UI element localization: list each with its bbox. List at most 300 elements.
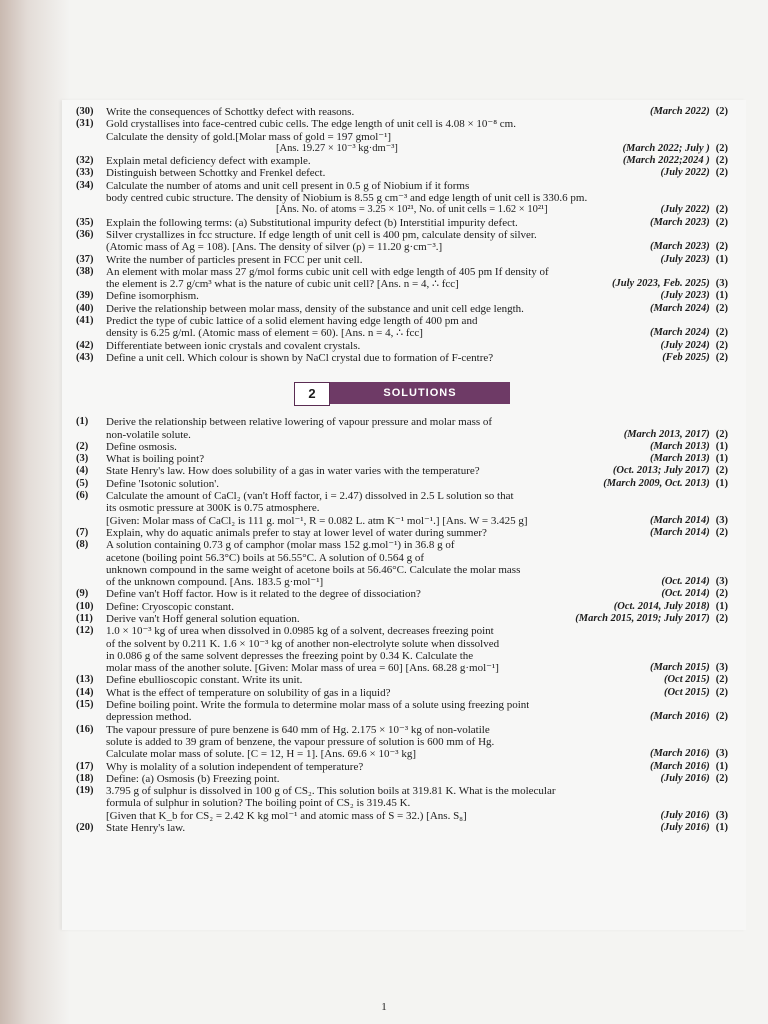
exam-reference: [642, 453, 728, 465]
question-body: [106, 352, 728, 364]
exam-reference: [595, 478, 728, 490]
question-item: [76, 601, 728, 613]
exam-reference: [642, 662, 728, 674]
question-text: Calculate the density of gold.[Molar mass of gold = 197 gmol⁻¹]: [106, 130, 392, 143]
question-text: Silver crystallizes in fcc structure. If edge length of unit cell is 400 pm, calculate density of silver.: [106, 228, 537, 241]
question-item: [76, 588, 728, 600]
question-item: [76, 340, 728, 352]
exam-session: (July 2023): [660, 290, 710, 302]
exam-reference: [615, 155, 728, 167]
question-text: Define 'Isotonic solution'.: [106, 477, 220, 490]
question-text: The vapour pressure of pure benzene is 640 mm of Hg. 2.175 × 10⁻³ kg of non-volatile: [106, 723, 490, 736]
exam-reference: [642, 761, 728, 773]
question-line: [106, 303, 728, 315]
question-line: [106, 266, 728, 278]
question-text: body centred cubic structure. The density of Niobium is 8.55 g cm⁻³ and edge length of unit cell is 330.6 pm.: [106, 192, 588, 205]
exam-reference: [642, 515, 728, 527]
question-text: [Ans. 19.27 × 10⁻³ kg·dm⁻³]: [276, 142, 398, 154]
question-item: [76, 217, 728, 229]
question-line: [106, 797, 728, 809]
question-item: [76, 167, 728, 179]
question-item: [76, 625, 728, 674]
question-list: [76, 106, 728, 834]
question-number: (7): [76, 526, 89, 538]
question-body: [106, 724, 728, 761]
question-line: [106, 167, 728, 179]
question-text: its osmotic pressure at 300K is 0.75 atmosphere.: [106, 502, 320, 515]
question-number: (15): [76, 699, 94, 711]
marks: (1): [715, 760, 728, 772]
exam-reference: [652, 290, 728, 302]
exam-session: (March 2014): [649, 514, 710, 526]
question-item: [76, 465, 728, 477]
question-number: (34): [76, 179, 94, 191]
question-line: [106, 539, 728, 551]
exam-session: (July 2022): [660, 167, 710, 179]
exam-session: (March 2022): [649, 106, 710, 117]
question-item: [76, 315, 728, 340]
question-number: (33): [76, 167, 94, 179]
exam-session: (March 2023): [649, 241, 710, 253]
question-line: [106, 588, 728, 600]
question-text: Predict the type of cubic lattice of a solid element having edge length of 400 pm and: [106, 315, 478, 328]
question-line: [106, 465, 728, 477]
question-number: (9): [76, 588, 89, 600]
marks: (2): [715, 772, 728, 784]
question-body: [106, 539, 728, 588]
chapter-number: 2: [294, 382, 330, 406]
question-line: [106, 478, 728, 490]
question-body: [106, 453, 728, 465]
marks: (2): [715, 686, 728, 698]
question-item: [76, 106, 728, 118]
question-line: [106, 699, 728, 711]
question-line: [106, 687, 728, 699]
question-number: (2): [76, 440, 89, 452]
question-line: [106, 327, 728, 339]
question-line: [106, 785, 728, 797]
question-text: molar mass of the another solute. [Given: Molar mass of urea = 60] [Ans. 68.28 g·mol⁻¹]: [106, 662, 499, 675]
question-item: [76, 290, 728, 302]
exam-session: (July 2023): [660, 253, 710, 265]
question-item: [76, 687, 728, 699]
question-body: [106, 613, 728, 625]
question-number: (43): [76, 351, 94, 363]
question-text: Write the consequences of Schottky defect with reasons.: [106, 106, 355, 118]
marks: (1): [715, 253, 728, 265]
chapter-title: SOLUTIONS: [330, 382, 510, 404]
question-line: [106, 192, 728, 204]
question-line: [106, 601, 728, 613]
question-line: [106, 131, 728, 143]
question-number: (36): [76, 228, 94, 240]
marks: (2): [715, 302, 728, 314]
question-text: State Henry's law.: [106, 822, 186, 835]
question-text: A solution containing 0.73 g of camphor (molar mass 152 g.mol⁻¹) in 36.8 g of: [106, 539, 455, 552]
question-number: (35): [76, 216, 94, 228]
question-line: [106, 278, 728, 290]
question-line: [106, 773, 728, 785]
question-text: formula of sulphur in solution? The boiling point of CS₂ is 319.45 K.: [106, 797, 411, 810]
chapter-banner: [76, 382, 728, 406]
question-body: [106, 155, 728, 167]
question-body: [106, 167, 728, 179]
marks: (1): [715, 440, 728, 452]
question-text: Derive the relationship between molar mass, density of the substance and unit cell edge length.: [106, 302, 524, 315]
question-text: State Henry's law. How does solubility of a gas in water varies with the temperature?: [106, 465, 480, 478]
question-number: (6): [76, 490, 89, 502]
exam-reference: [616, 429, 728, 441]
question-line: [106, 625, 728, 637]
question-line: [106, 613, 728, 625]
question-item: [76, 761, 728, 773]
marks: (3): [715, 662, 728, 674]
marks: (1): [715, 453, 728, 465]
question-number: (41): [76, 315, 94, 327]
question-text: density is 6.25 g/ml. (Atomic mass of element = 60). [Ans. n = 4, ∴ fcc]: [106, 327, 423, 340]
marks: (2): [715, 465, 728, 477]
question-line: [106, 155, 728, 167]
question-text: Define: Cryoscopic constant.: [106, 600, 234, 613]
exam-reference: [642, 327, 728, 339]
question-item: [76, 416, 728, 441]
question-line: [106, 515, 728, 527]
question-number: (30): [76, 106, 94, 117]
exam-reference: [652, 254, 728, 266]
question-line: [106, 822, 728, 834]
exam-session: (March 2013): [649, 453, 710, 465]
question-item: [76, 490, 728, 527]
exam-session: (July 2023, Feb. 2025): [612, 278, 710, 290]
question-text: of the solvent by 0.211 K. 1.6 × 10⁻³ kg of another non-electrolyte solute when dissolved: [106, 637, 500, 650]
exam-session: (July 2022): [660, 204, 710, 216]
question-item: [76, 773, 728, 785]
marks: (1): [715, 600, 728, 612]
question-line: [106, 290, 728, 302]
page-number: 1: [381, 1001, 387, 1013]
question-text: Why is molality of a solution independent of temperature?: [106, 760, 364, 773]
question-line: [106, 711, 728, 723]
marks: (2): [715, 588, 728, 600]
question-number: (40): [76, 302, 94, 314]
question-text: 3.795 g of sulphur is dissolved in 100 g of CS₂. This solution boils at 319.81 K. What is the molecular: [106, 785, 556, 798]
exam-reference: [606, 601, 728, 613]
question-body: [106, 761, 728, 773]
marks: (2): [715, 526, 728, 538]
question-line: [106, 429, 728, 441]
marks: (1): [715, 822, 728, 834]
question-body: [106, 785, 728, 822]
question-text: [Ans. No. of atoms = 3.25 × 10²¹, No. of unit cells = 1.62 × 10²¹]: [276, 204, 548, 216]
exam-reference: [642, 303, 728, 315]
question-text: 1.0 × 10⁻³ kg of urea when dissolved in 0.0985 kg of a solvent, decreases freezing point: [106, 625, 494, 638]
question-line: [106, 241, 728, 253]
question-body: [106, 254, 728, 266]
question-line: [106, 204, 728, 216]
exam-reference: [654, 352, 728, 364]
question-number: (19): [76, 785, 94, 797]
exam-reference: [656, 687, 728, 699]
marks: (2): [715, 711, 728, 723]
question-body: [106, 588, 728, 600]
question-number: (17): [76, 760, 94, 772]
exam-reference: [605, 465, 728, 477]
marks: (3): [715, 576, 728, 588]
question-item: [76, 724, 728, 761]
exam-reference: [567, 613, 728, 625]
question-text: Define ebullioscopic constant. Write its unit.: [106, 674, 303, 687]
exam-session: (March 2024): [649, 327, 710, 339]
marks: (3): [715, 278, 728, 290]
question-text: Define: (a) Osmosis (b) Freezing point.: [106, 772, 280, 785]
question-line: [106, 229, 728, 241]
exam-session: (March 2024): [649, 302, 710, 314]
question-text: Define boiling point. Write the formula to determine molar mass of a solute using freezing point: [106, 699, 530, 712]
question-number: (14): [76, 686, 94, 698]
marks: (2): [715, 339, 728, 351]
marks: (2): [715, 167, 728, 179]
exam-session: (March 2013): [649, 440, 710, 452]
question-item: [76, 254, 728, 266]
question-number: (18): [76, 772, 94, 784]
question-text: Explain, why do aquatic animals prefer to stay at lower level of water during summer?: [106, 526, 487, 539]
exam-session: (March 2022;2024 ): [622, 155, 710, 167]
question-body: [106, 601, 728, 613]
question-text: (Atomic mass of Ag = 108). [Ans. The density of silver (ρ) = 11.20 g·cm⁻³.]: [106, 241, 443, 254]
exam-session: (Feb 2025): [662, 351, 710, 363]
question-text: Differentiate between ionic crystals and covalent crystals.: [106, 339, 361, 352]
exam-reference: [642, 241, 728, 253]
question-item: [76, 613, 728, 625]
marks: (2): [715, 612, 728, 624]
marks: (3): [715, 514, 728, 526]
question-item: [76, 699, 728, 724]
question-line: [106, 502, 728, 514]
question-line: [106, 490, 728, 502]
question-line: [106, 143, 728, 155]
question-text: Write the number of particles present in FCC per unit cell.: [106, 253, 363, 266]
question-item: [76, 155, 728, 167]
marks: (2): [715, 204, 728, 216]
exam-session: (July 2024): [660, 339, 710, 351]
exam-session: (Oct. 2013; July 2017): [612, 465, 710, 477]
exam-session: (Oct. 2014): [661, 588, 710, 600]
exam-session: (March 2015, 2019; July 2017): [575, 612, 710, 624]
question-line: [106, 352, 728, 364]
question-line: [106, 340, 728, 352]
marks: (2): [715, 216, 728, 228]
question-text: the element is 2.7 g/cm³ what is the nature of cubic unit cell? [Ans. n = 4, ∴ fcc]: [106, 278, 459, 291]
question-line: [106, 453, 728, 465]
exam-reference: [652, 822, 728, 834]
question-line: [106, 674, 728, 686]
question-line: [106, 118, 728, 130]
exam-session: (Oct. 2014): [661, 576, 710, 588]
exam-reference: [642, 106, 728, 118]
question-item: [76, 785, 728, 822]
question-item: [76, 527, 728, 539]
question-number: (11): [76, 612, 93, 624]
exam-reference: [642, 441, 728, 453]
question-body: [106, 118, 728, 155]
question-number: (37): [76, 253, 94, 265]
question-item: [76, 441, 728, 453]
question-body: [106, 687, 728, 699]
exam-reference: [642, 217, 728, 229]
question-text: [Given that K_b for CS₂ = 2.42 K kg mol⁻¹ and atomic mass of S = 32.) [Ans. S₈]: [106, 809, 467, 822]
exam-reference: [652, 340, 728, 352]
exam-session: (Oct 2015): [663, 686, 710, 698]
question-item: [76, 674, 728, 686]
section-solid-state: [76, 106, 728, 364]
question-body: [106, 303, 728, 315]
question-number: (42): [76, 339, 94, 351]
question-text: What is the effect of temperature on solubility of gas in a liquid?: [106, 686, 391, 699]
marks: (2): [715, 327, 728, 339]
question-body: [106, 822, 728, 834]
question-item: [76, 266, 728, 291]
question-body: [106, 229, 728, 254]
page-edge-shadow: [0, 0, 70, 1024]
question-item: [76, 352, 728, 364]
question-item: [76, 229, 728, 254]
question-number: (5): [76, 477, 89, 489]
question-body: [106, 290, 728, 302]
exam-session: (July 2016): [660, 822, 710, 834]
question-item: [76, 303, 728, 315]
marks: (2): [715, 674, 728, 686]
question-body: [106, 180, 728, 217]
question-line: [106, 736, 728, 748]
question-text: non-volatile solute.: [106, 428, 191, 441]
question-text: of the unknown compound. [Ans. 183.5 g·mol⁻¹]: [106, 576, 324, 589]
exam-session: (March 2016): [649, 748, 710, 760]
question-number: (10): [76, 600, 94, 612]
question-number: (8): [76, 539, 89, 551]
exam-reference: [652, 773, 728, 785]
question-line: [106, 217, 728, 229]
question-body: [106, 478, 728, 490]
exam-session: (Oct 2015): [663, 674, 710, 686]
question-text: Explain the following terms: (a) Substitutional impurity defect (b) Interstitial impurity defect.: [106, 216, 518, 229]
question-text: Gold crystallises into face-centred cubic cells. The edge length of unit cell is 4.08 × 10⁻⁸ cm.: [106, 118, 516, 131]
question-text: What is boiling point?: [106, 453, 205, 466]
question-line: [106, 180, 728, 192]
exam-session: (March 2014): [649, 526, 710, 538]
question-text: Define isomorphism.: [106, 290, 199, 303]
exam-session: (Oct. 2014, July 2018): [613, 600, 710, 612]
exam-reference: [652, 204, 728, 216]
question-body: [106, 465, 728, 477]
question-body: [106, 699, 728, 724]
exam-reference: [615, 143, 728, 155]
question-body: [106, 416, 728, 441]
question-number: (4): [76, 465, 89, 477]
question-number: (13): [76, 674, 94, 686]
question-text: An element with molar mass 27 g/mol forms cubic unit cell with edge length of 405 pm If density of: [106, 265, 549, 278]
question-line: [106, 527, 728, 539]
question-text: solute is added to 39 gram of benzene, the vapour pressure of solution is 600 mm of Hg.: [106, 735, 495, 748]
question-text: Calculate the amount of CaCl₂ (van't Hoff factor, i = 2.47) dissolved in 2.5 L solution so that: [106, 490, 514, 503]
exam-reference: [642, 748, 728, 760]
question-number: (39): [76, 290, 94, 302]
question-line: [106, 761, 728, 773]
marks: (3): [715, 748, 728, 760]
exam-reference: [653, 576, 728, 588]
exam-session: (March 2015): [649, 662, 710, 674]
question-number: (38): [76, 265, 94, 277]
question-line: [106, 315, 728, 327]
question-text: Derive the relationship between relative lowering of vapour pressure and molar mass of: [106, 416, 493, 429]
marks: (3): [715, 809, 728, 821]
question-text: Define van't Hoff factor. How is it related to the degree of dissociation?: [106, 588, 421, 601]
question-line: [106, 552, 728, 564]
question-line: [106, 416, 728, 428]
question-number: (16): [76, 723, 94, 735]
exam-session: (July 2016): [660, 772, 710, 784]
question-line: [106, 576, 728, 588]
question-item: [76, 118, 728, 155]
exam-reference: [642, 711, 728, 723]
marks: (2): [715, 241, 728, 253]
exam-session: (March 2009, Oct. 2013): [603, 477, 710, 489]
question-body: [106, 773, 728, 785]
question-number: (1): [76, 416, 89, 428]
question-text: Derive van't Hoff general solution equation.: [106, 612, 300, 625]
question-item: [76, 539, 728, 588]
question-number: (32): [76, 155, 94, 167]
question-body: [106, 217, 728, 229]
question-text: [Given: Molar mass of CaCl₂ is 111 g. mol⁻¹, R = 0.082 L. atm K⁻¹ mol⁻¹.] [Ans. W = 3.425 g]: [106, 514, 528, 527]
exam-session: (March 2016): [649, 711, 710, 723]
question-text: depression method.: [106, 711, 192, 724]
question-line: [106, 564, 728, 576]
question-text: Calculate molar mass of solute. [C = 12, H = 1]. [Ans. 69.6 × 10⁻³ kg]: [106, 748, 417, 761]
marks: (1): [715, 477, 728, 489]
question-body: [106, 490, 728, 527]
question-item: [76, 453, 728, 465]
question-text: Explain metal deficiency defect with example.: [106, 155, 311, 168]
exam-reference: [604, 278, 728, 290]
question-body: [106, 340, 728, 352]
question-number: (12): [76, 625, 94, 637]
marks: (1): [715, 290, 728, 302]
question-body: [106, 674, 728, 686]
question-number: (3): [76, 453, 89, 465]
question-line: [106, 638, 728, 650]
question-line: [106, 662, 728, 674]
question-number: (31): [76, 118, 94, 130]
exam-session: (March 2016): [649, 760, 710, 772]
question-line: [106, 810, 728, 822]
question-item: [76, 822, 728, 834]
exam-reference: [652, 167, 728, 179]
question-body: [106, 106, 728, 118]
exam-reference: [653, 588, 728, 600]
question-text: unknown compound in the same weight of acetone boils at 56.46°C. Calculate the molar mass: [106, 563, 521, 576]
exam-session: (March 2023): [649, 216, 710, 228]
section-solutions: [76, 416, 728, 834]
exam-reference: [642, 527, 728, 539]
question-line: [106, 254, 728, 266]
question-body: [106, 527, 728, 539]
question-line: [106, 748, 728, 760]
question-line: [106, 650, 728, 662]
question-text: Distinguish between Schottky and Frenkel defect.: [106, 167, 326, 180]
question-line: [106, 106, 728, 118]
marks: (2): [715, 142, 728, 154]
question-item: [76, 478, 728, 490]
